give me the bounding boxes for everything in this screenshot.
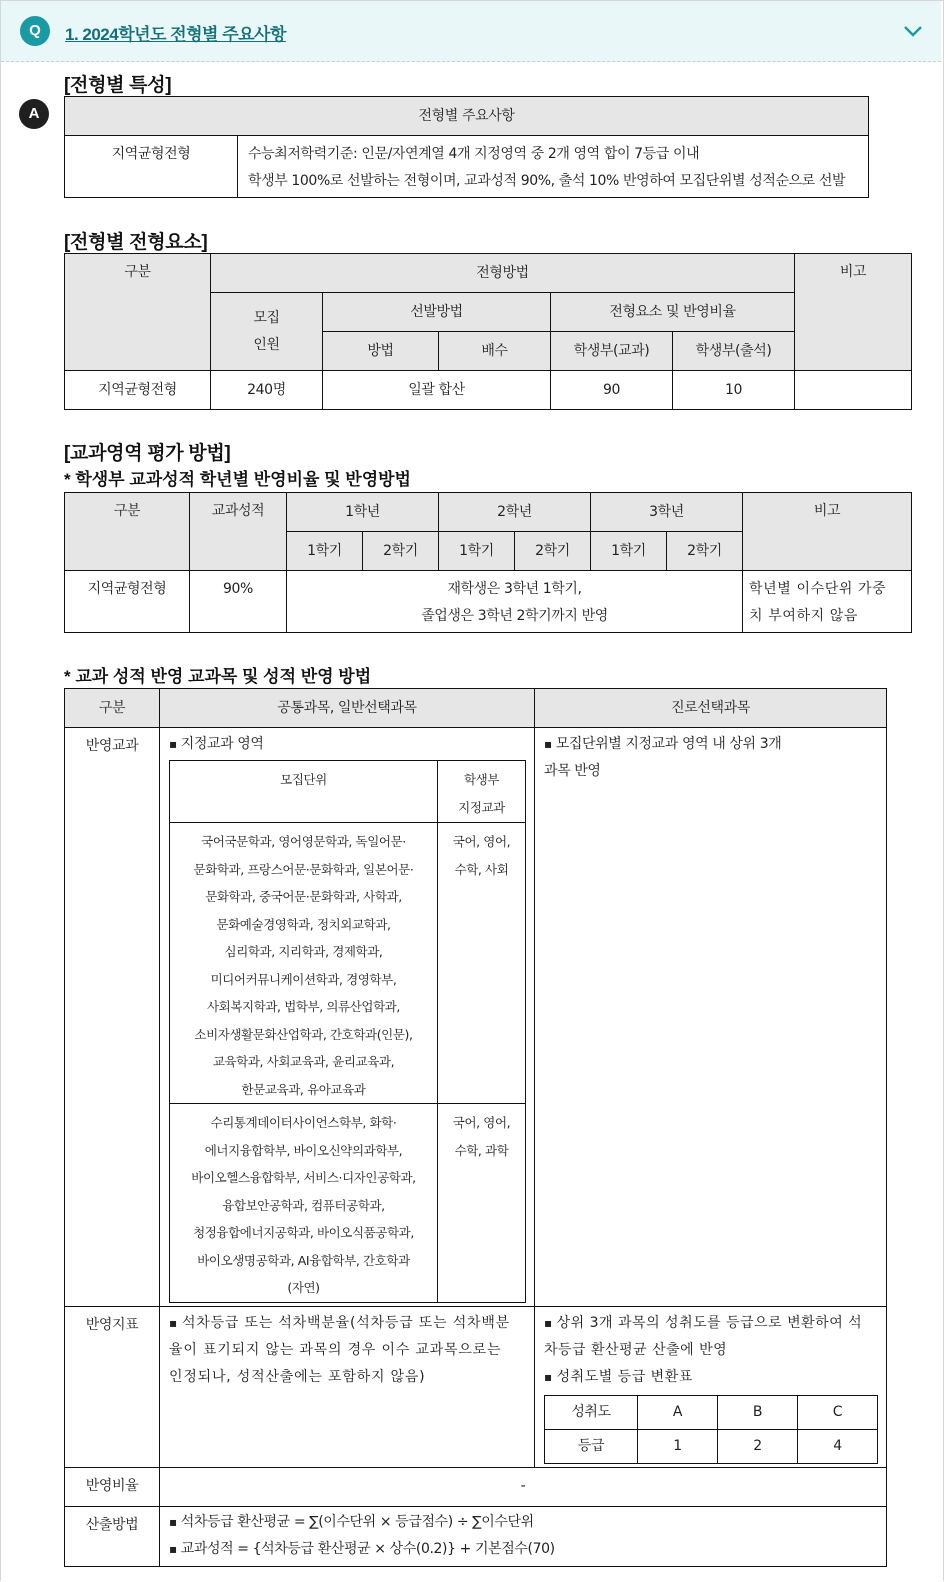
- reflection-line: 재학생은 3학년 1학기,: [447, 581, 582, 597]
- header-category: 구분: [65, 493, 190, 571]
- grade-ratio-table: [64, 492, 912, 633]
- header-method: 전형방법: [211, 254, 795, 293]
- header-recruit: [211, 293, 323, 371]
- cell-record-attendance: 10: [673, 371, 795, 410]
- unit-line: 교육학과, 사회교육과, 윤리교육과,: [212, 1054, 395, 1069]
- grade: 1: [638, 1429, 718, 1463]
- row-label: 산출방법: [65, 1506, 160, 1566]
- characteristics-table: [64, 96, 869, 198]
- subtitle-subject-method: * 교과 성적 반영 교과목 및 성적 반영 방법: [64, 667, 372, 686]
- chevron-down-icon[interactable]: [903, 23, 923, 39]
- designated-line: 수학, 과학: [454, 1142, 509, 1158]
- cell-note: [743, 571, 912, 633]
- index-line: ▪ 석차등급 또는 석차백분율(석차등급 또는 석차백분: [169, 1310, 525, 1337]
- characteristic-line: 수능최저학력기준: 인문/자연계열 4개 지정영역 중 2개 영역 합이 7등급 이내: [248, 146, 700, 162]
- cell-category: 지역균형전형: [65, 371, 211, 410]
- header-recruit-line: 모집: [253, 309, 280, 326]
- designated-line: 국어, 영어,: [452, 1115, 511, 1130]
- unit-line: 사회복지학과, 법학부, 의류산업학과,: [207, 999, 400, 1014]
- header-grade-score: 교과성적: [190, 493, 287, 571]
- unit-line: 문화학과, 중국어문·문화학과, 사학과,: [205, 889, 402, 904]
- index-line: ▪ 상위 3개 과목의 성취도를 등급으로 변환하여 석: [544, 1310, 877, 1337]
- designated-line: 수학, 사회: [454, 861, 509, 877]
- header-note: 비고: [795, 254, 912, 371]
- header-multiple: 배수: [439, 332, 551, 371]
- header-line: 학생부: [463, 772, 500, 787]
- cell-calc: [160, 1506, 887, 1566]
- header-record-attendance: 학생부(출석): [673, 332, 795, 371]
- index-line: 율이 표기되지 않는 과목의 경우 이수 교과목으로는: [169, 1341, 502, 1358]
- grade: 4: [798, 1429, 878, 1463]
- header-elements: 전형요소 및 반영비율: [551, 293, 795, 332]
- index-line: 인정되나, 성적산출에는 포함하지 않음): [169, 1368, 426, 1385]
- unit-line: 한문교육과, 유아교육과: [241, 1081, 366, 1097]
- cell-note: [795, 371, 912, 410]
- faq-question-bar[interactable]: [1, 1, 941, 62]
- header-common: 공통과목, 일반선택과목: [160, 689, 535, 728]
- subject-method-table: [64, 688, 887, 1567]
- row-label: 지역균형전형: [65, 136, 238, 198]
- unit-line: (자연): [287, 1280, 320, 1295]
- question-title-link[interactable]: 1. 2024학년도 전형별 주요사항: [65, 25, 286, 44]
- inner-header-designated: [438, 761, 526, 823]
- header-semester: 1학기: [591, 532, 667, 571]
- header-line: 지정교과: [458, 799, 505, 815]
- header-recruit-line: 인원: [253, 336, 280, 353]
- header-record-subject: 학생부(교과): [551, 332, 673, 371]
- characteristic-line: 학생부 100%로 선발하는 전형이며, 교과성적 90%, 출석 10% 반영하여 모집단위별 성적순으로 선발: [248, 173, 846, 189]
- answer-badge: A: [19, 99, 49, 129]
- table-row: [65, 571, 912, 633]
- note-line: 학년별 이수단위 가중: [749, 581, 887, 597]
- grade: 2: [718, 1429, 798, 1463]
- header-semester: 2학기: [363, 532, 439, 571]
- header-semester: 2학기: [515, 532, 591, 571]
- header-sel-method: 방법: [323, 332, 439, 371]
- unit-line: 청정융합에너지공학과, 바이오식품공학과,: [193, 1225, 414, 1240]
- row-label: 반영지표: [65, 1306, 160, 1467]
- cell-selection: 일괄 합산: [323, 371, 551, 410]
- designated-humanities: [438, 823, 526, 1104]
- conversion-row-label: 성취도: [545, 1395, 638, 1429]
- table-header: 전형별 주요사항: [65, 97, 869, 136]
- unit-line: 바이오헬스융합학부, 서비스·디자인공학과,: [191, 1170, 416, 1185]
- unit-line: 미디어커뮤니케이션학과, 경영학부,: [210, 971, 397, 987]
- table-row-subjects: [65, 728, 887, 1307]
- section-title-elements: [전형별 전형요소]: [64, 232, 208, 253]
- achievement: B: [718, 1395, 798, 1429]
- section-title-evaluation: [교과영역 평가 방법]: [64, 443, 231, 464]
- unit-line: 수리통계데이터사이언스학부, 화학·: [210, 1115, 397, 1130]
- common-intro: ▪ 지정교과 영역: [169, 731, 525, 758]
- cell-career-index: [535, 1306, 887, 1467]
- note-line: 치 부여하지 않음: [749, 608, 859, 624]
- career-line: ▪ 모집단위별 지정교과 영역 내 상위 3개: [544, 731, 877, 758]
- table-row-index: [65, 1306, 887, 1467]
- inner-row-sciences: [170, 1104, 526, 1303]
- achievement-conversion-table: [544, 1395, 878, 1464]
- table-row-calc: [65, 1506, 887, 1566]
- unit-line: 융합보안공학과, 컴퓨터공학과,: [222, 1197, 385, 1213]
- cell-record-subject: 90: [551, 371, 673, 410]
- designated-subjects-table: [169, 760, 526, 1303]
- cell-grade-score: 90%: [190, 571, 287, 633]
- header-year3: 3학년: [591, 493, 743, 532]
- units-sciences: [170, 1104, 438, 1303]
- cell-recruit: 240명: [211, 371, 323, 410]
- designated-line: 국어, 영어,: [452, 834, 511, 849]
- unit-line: 문화예술경영학과, 정치외교학과,: [216, 916, 391, 932]
- header-career: 진로선택과목: [535, 689, 887, 728]
- unit-line: 심리학과, 지리학과, 경제학과,: [224, 944, 383, 959]
- header-semester: 1학기: [287, 532, 363, 571]
- header-year2: 2학년: [439, 493, 591, 532]
- unit-line: 바이오생명공학과, AI융합학부, 간호학과: [197, 1252, 410, 1268]
- unit-line: 에너지융합학부, 바이오신약의과학부,: [204, 1142, 403, 1158]
- cell-career-subjects: [535, 728, 887, 1307]
- table-row: [65, 371, 912, 410]
- table-row-ratio: [65, 1467, 887, 1506]
- index-line: 차등급 환산평균 산출에 반영: [544, 1341, 728, 1358]
- characteristics-cell: [238, 136, 869, 198]
- units-humanities: [170, 823, 438, 1104]
- index-line: ▪ 성취도별 등급 변환표: [544, 1364, 877, 1391]
- cell-ratio: -: [160, 1467, 887, 1506]
- inner-row-humanities: [170, 823, 526, 1104]
- row-label: 반영비율: [65, 1467, 160, 1506]
- header-semester: 2학기: [667, 532, 743, 571]
- header-note: 비고: [743, 493, 912, 571]
- header-selection: 선발방법: [323, 293, 551, 332]
- achievement: A: [638, 1395, 718, 1429]
- header-year1: 1학년: [287, 493, 439, 532]
- designated-sciences: [438, 1104, 526, 1303]
- unit-line: 문화학과, 프랑스어문·문화학과, 일본어문·: [193, 861, 414, 877]
- unit-line: 국어국문학과, 영어영문학과, 독일어문·: [201, 834, 406, 849]
- elements-table: [64, 253, 912, 410]
- reflection-line: 졸업생은 3학년 2학기까지 반영: [421, 608, 608, 624]
- question-badge: Q: [20, 16, 50, 46]
- achievement: C: [798, 1395, 878, 1429]
- inner-header-unit: 모집단위: [170, 761, 438, 823]
- header-category: 구분: [65, 689, 160, 728]
- header-category: 구분: [65, 254, 211, 371]
- calc-formula: ▪ 석차등급 환산평균 = ∑(이수단위 × 등급점수) ÷ ∑이수단위: [169, 1509, 877, 1536]
- section-title-characteristics: [전형별 특성]: [64, 75, 172, 96]
- row-label: 반영교과: [65, 728, 160, 1307]
- cell-category: 지역균형전형: [65, 571, 190, 633]
- cell-reflection: [287, 571, 743, 633]
- calc-formula: ▪ 교과성적 = {석차등급 환산평균 × 상수(0.2)} + 기본점수(70): [169, 1536, 877, 1563]
- subtitle-grade-ratio: * 학생부 교과성적 학년별 반영비율 및 반영방법: [64, 470, 411, 489]
- header-semester: 1학기: [439, 532, 515, 571]
- conversion-row-label: 등급: [545, 1429, 638, 1463]
- unit-line: 소비자생활문화산업학과, 간호학과(인문),: [194, 1026, 413, 1042]
- career-line: 과목 반영: [544, 763, 601, 779]
- cell-common-index: [160, 1306, 535, 1467]
- cell-common-subjects: [160, 728, 535, 1307]
